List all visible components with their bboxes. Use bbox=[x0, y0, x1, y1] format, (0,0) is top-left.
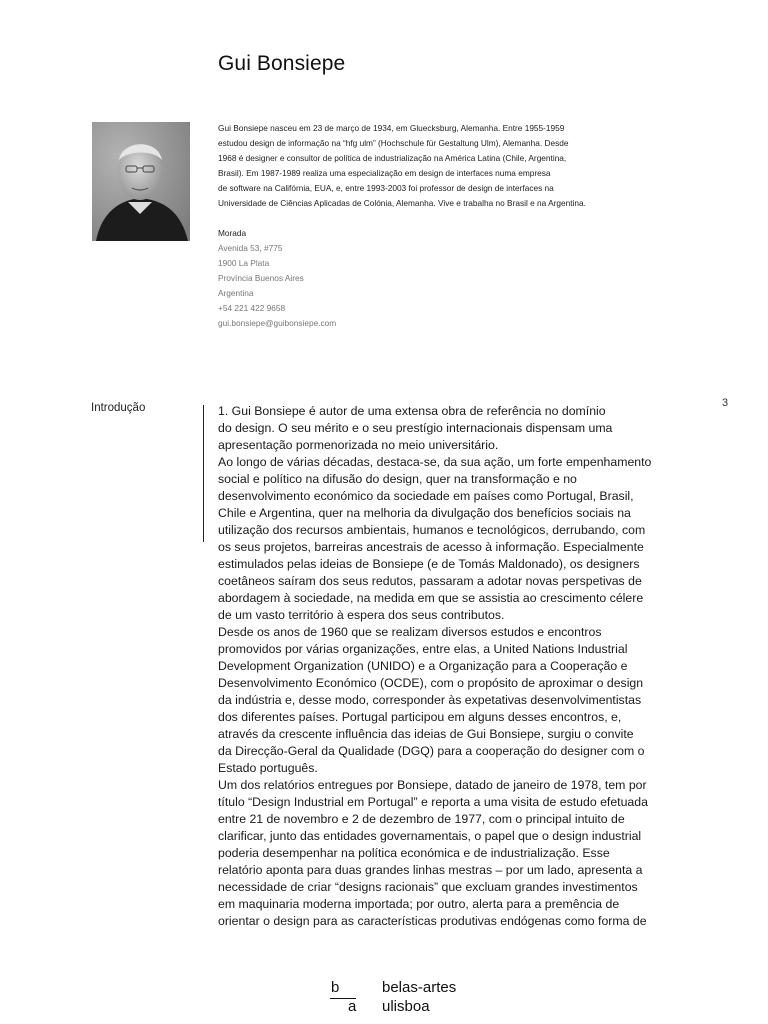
bio-line: Brasil). Em 1987-1989 realiza uma especialização em design de interfaces numa empresa bbox=[218, 168, 551, 178]
text-line: da Direcção-Geral da Qualidade (DGQ) para a cooperação do designer com o bbox=[218, 744, 645, 758]
address-country: Argentina bbox=[218, 288, 254, 298]
section-label: Introdução bbox=[91, 402, 146, 414]
address-phone: +54 221 422 9658 bbox=[218, 303, 286, 313]
text-line: Um dos relatórios entregues por Bonsiepe, datado de janeiro de 1978, tem por bbox=[218, 778, 647, 792]
text-line: Desenvolvimento Económico (OCDE), com o propósito de aproximar o design bbox=[218, 676, 644, 690]
text-line: Desde os anos de 1960 que se realizam diversos estudos e encontros bbox=[218, 625, 602, 639]
text-line: utilização dos recursos ambientais, humanos e tecnológicos, derrubando, com bbox=[218, 523, 646, 537]
text-line: clarificar, junto das entidades governamentais, o papel que o design industrial bbox=[218, 829, 642, 843]
bio-line: Universidade de Ciências Aplicadas de Colónia, Alemanha. Vive e trabalha no Brasil e na Argentina. bbox=[218, 198, 586, 208]
page-number: 3 bbox=[722, 397, 729, 409]
text-line: coetâneos saíram dos seus redutos, passaram a adotar novas perspetivas de bbox=[218, 574, 642, 588]
text-line: apresentação pormenorizada no meio universitário. bbox=[218, 438, 499, 452]
text-line: Chile e Argentina, quer na melhoria da divulgação dos benefícios sociais na bbox=[218, 506, 631, 520]
address-email[interactable]: gui.bonsiepe@guibonsiepe.com bbox=[218, 318, 337, 328]
text-line: Ao longo de várias décadas, destaca-se, da sua ação, um forte empenhamento bbox=[218, 455, 652, 469]
text-line: do design. O seu mérito e o seu prestígio internacionais dispensam uma bbox=[218, 421, 613, 435]
text-line: estimulados pelas ideias de Bonsiepe (e de Tomás Maldonado), os designers bbox=[218, 557, 640, 571]
belas-artes-logo bbox=[330, 978, 490, 1018]
text-line: necessidade de criar “designs racionais” que excluam grandes investimentos bbox=[218, 880, 638, 894]
text-line: promovidos por várias organizações, entre elas, a United Nations Industrial bbox=[218, 642, 628, 656]
text-line: de um vasto território à espera dos seus contributos. bbox=[218, 608, 505, 622]
page-title: Gui Bonsiepe bbox=[218, 52, 346, 75]
logo-word-ulisboa: ulisboa bbox=[382, 998, 430, 1015]
logo-letter-b: b bbox=[331, 979, 340, 996]
address-street: Avenida 53, #775 bbox=[218, 243, 283, 253]
text-line: em maquinaria moderna importada; por outro, alerta para a premência de bbox=[218, 897, 620, 911]
portrait-photo bbox=[92, 122, 190, 241]
address-block bbox=[218, 226, 518, 331]
text-line: da indústria e, desse modo, corresponder às expetativas desenvolvimentistas bbox=[218, 693, 642, 707]
address-province: Província Buenos Aires bbox=[218, 273, 304, 283]
biography bbox=[218, 121, 658, 211]
text-line: dos diferentes países. Portugal participou em alguns desses encontros, e, bbox=[218, 710, 622, 724]
text-line: social e político na difusão do design, quer na transformação e no bbox=[218, 472, 577, 486]
text-line: Estado português. bbox=[218, 761, 318, 775]
text-line: Development Organization (UNIDO) e a Organização para a Cooperação e bbox=[218, 659, 628, 673]
text-line: abordagem à sociedade, na medida em que se assistia ao crescimento célere bbox=[218, 591, 644, 605]
text-line: entre 21 de novembro e 2 de dezembro de 1977, com o principal intuito de bbox=[218, 812, 625, 826]
logo-letter-a: a bbox=[348, 998, 357, 1015]
bio-line: estudou design de informação na “hfg ulm” (Hochschule für Gestaltung Ulm), Alemanha. Desde bbox=[218, 138, 569, 148]
bio-line: de software na Califórnia, EUA, e, entre 1993-2003 foi professor de design de interfaces na bbox=[218, 183, 554, 193]
text-line: 1. Gui Bonsiepe é autor de uma extensa obra de referência no domínio bbox=[218, 404, 606, 418]
text-line: orientar o design para as características produtivas endógenas como forma de bbox=[218, 914, 647, 928]
text-line: título “Design Industrial em Portugal” e reporta a uma visita de estudo efetuada bbox=[218, 795, 648, 809]
section-divider bbox=[203, 405, 204, 542]
text-line: poderia desempenhar na política económica e de industrialização. Esse bbox=[218, 846, 610, 860]
bio-line: Gui Bonsiepe nasceu em 23 de março de 1934, em Gluecksburg, Alemanha. Entre 1955-1959 bbox=[218, 123, 565, 133]
logo-word-belas-artes: belas-artes bbox=[382, 979, 457, 996]
text-line: relatório aponta para duas grandes linhas mestras – por um lado, apresenta a bbox=[218, 863, 643, 877]
bio-line: 1968 é designer e consultor de política de industrialização na América Latina (Chile, Argentina, bbox=[218, 153, 567, 163]
text-line: através da crescente influência das ideias de Gui Bonsiepe, surgiu o convite bbox=[218, 727, 634, 741]
address-label: Morada bbox=[218, 228, 247, 238]
text-line: os seus projetos, barreiras ancestrais de acesso à informação. Especialmente bbox=[218, 540, 644, 554]
address-city: 1900 La Plata bbox=[218, 258, 270, 268]
introduction-text bbox=[218, 403, 658, 930]
text-line: desenvolvimento económico da sociedade em países como Portugal, Brasil, bbox=[218, 489, 634, 503]
